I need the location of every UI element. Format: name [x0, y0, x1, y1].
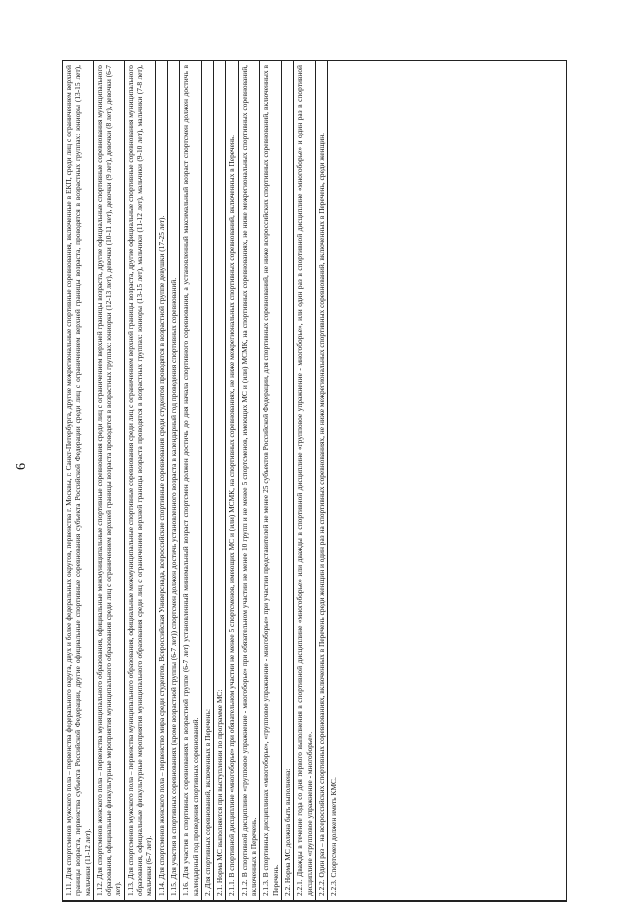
paragraph-2-2-3: 2.2.3. Спортсмен должен иметь КМС. — [329, 777, 339, 896]
paragraph-1-13: 1.13. Для спортсменов мужского пола – первенства муниципального образования, официальные межмуниципальные спортивные соревнования среди лиц с ограничением верхней границы возраста, другие официальные спортивные соревнования муниципального образования, официальные физкультурные мероприятия муниципального образования среди лиц с ограничением верхней границы возраста проводятся в возрастных группах: юниоры (13-15 лет), мальчики (11-12 лет), мальчики (9-10 лет), мальчики (7-8 лет), мальчики (6-7 лет). — [125, 61, 156, 900]
paragraph-2-1: 2.1. Норма МС выполняется при выступлении по программе МС: — [214, 61, 226, 900]
paragraph-2-2-2: 2.2.2. Один раз – на всероссийских спортивных соревнованиях, включенных в Перечень среди женщин и один раз на спортивных соревнованиях, не ниже межрегиональных спортивных соревнований, включенных в Перечень, среди женщин. — [316, 61, 328, 900]
paragraph-2-2-1: 2.2.1. Дважды в течение года со дня первого выполнения в спортивной дисциплине «многоборье» или дважды в спортивной дисциплине «групповое упражнение - многоборье», или один раз в спортивной дисциплине «многоборье» и один раз в спортивной дисциплине «групповое упражнение - многоборье». — [294, 61, 316, 900]
paragraph-1-11: 1.11. Для спортсменов мужского пола – первенства федерального округа, двух и более федеральных округов, первенства г. Москвы, г. Санкт-Петербурга, другие межрегиональные спортивные соревнования, включенные в ЕКП, среди лиц с ограничением верхней границы возраста, первенства субъекта Российской Федерации, другие официальные спортивные соревнования субъекта Российской Федерации среди лиц с ограничением верхней границы возраста, проводятся в возрастных группах: юниоры (13-15 лет), мальчики (11-12 лет). — [63, 61, 94, 900]
paragraph-2-1-1: 2.1.1. В спортивной дисциплине «многоборье» при обязательном участии не менее 5 спортсменов, имеющих МС и (или) МСМК, на спортивных соревнованиях, не ниже межрегиональных спортивных соревнований, включенных в Перечень. — [226, 61, 238, 900]
paragraph-1-15: 1.15. Для участия в спортивных соревнованиях (кроме возрастной группы (6-7 лет)) спортсмен должен достичь установленного возраста в календарный год проведения спортивных соревнований. — [168, 61, 180, 900]
paragraph-2-2: 2.2. Норма МС должна быть выполнена: — [282, 61, 294, 900]
regulation-table — [62, 60, 567, 902]
regulation-table-body — [63, 61, 566, 901]
paragraph-1-16: 1.16. Для участия в спортивных соревнованиях в возрастной группе (6-7 лет) установленный минимальный возраст спортсмен должен достичь до дня начала спортивного соревнования, а установленный максимальный возраст спортсмен должен достичь в календарный год проведения спортивных соревнований. — [180, 61, 202, 900]
paragraph-2: 2. Для спортивных соревнований, включенных в Перечень: — [202, 61, 214, 900]
paragraph-1-14: 1.14. Для спортсменов женского пола – первенство мира среди студентов, Всероссийская Универсиада, всероссийские спортивные соревнования среди студентов проводятся в возрастной группе девушки (17-25 лет). — [156, 61, 168, 900]
paragraph-1-12: 1.12. Для спортсменов женского пола – первенства муниципального образования, официальные межмуниципальные спортивные соревнования среди лиц с ограничением верхней границы возраста, другие официальные спортивные соревнования муниципального образования, официальные физкультурные мероприятия муниципального образования среди лиц с ограничением верхней границы возраста проводятся в возрастных группах: юниорки (12-13 лет), девочки (10-11 лет), девочки (9 лет), девочки (8 лет), девочки (6-7 лет). — [94, 61, 125, 900]
paragraph-2-1-2: 2.1.2. В спортивной дисциплине «групповое упражнение - многоборье» при обязательном участии не менее 10 групп и не менее 5 спортсменов, имеющих МС и (или) МСМК, на спортивных соревнованиях, не ниже межрегиональных спортивных соревнований, включенных в Перечень. — [239, 61, 261, 900]
page-number: 6 — [14, 463, 29, 470]
paragraph-2-1-3: 2.1.3. В спортивных дисциплинах «многоборье», «групповое упражнение - многоборье» при участии представителей не менее 25 субъектов Российской Федерации, для спортивных соревнований, не ниже всероссийских спортивных соревнований, включенных в Перечень. — [260, 61, 282, 900]
